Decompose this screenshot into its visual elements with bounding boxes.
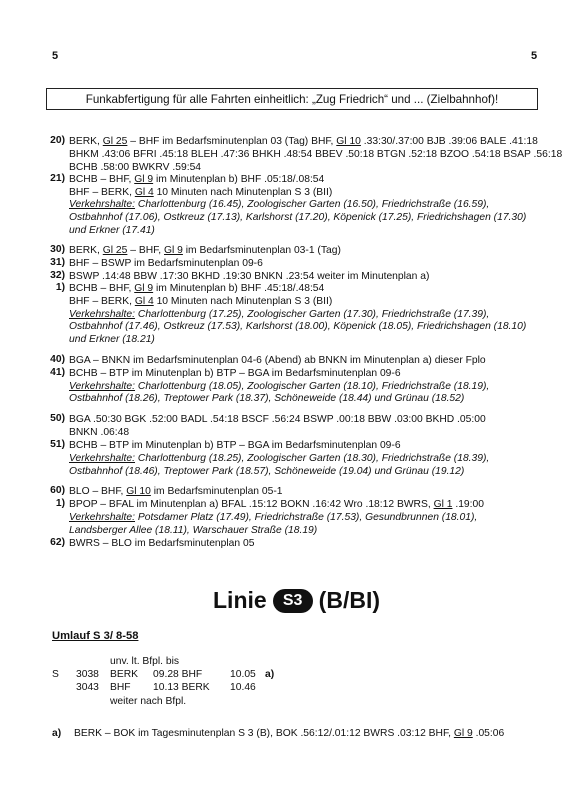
line-title-prefix: Linie [213, 587, 267, 613]
track-reference: Gl 9 [134, 174, 154, 185]
text-segment: – BHF im Bedarfsminutenplan 03 (Tag) BHF, [127, 136, 337, 147]
text-segment: BERK, [69, 245, 103, 256]
entry-number: 50) [50, 413, 65, 424]
entry-line [69, 148, 562, 161]
text-segment: im Minutenplan b) BHF .45:18/.48:54 [153, 283, 325, 294]
text-segment: BCHB – BHF, [69, 283, 135, 294]
text-segment: Ostbahnhof (18.46), Treptower Park (18.57), Schöneweide (19.04) und Grünau (19.12) [69, 466, 465, 477]
track-reference: Gl 10 [336, 136, 361, 147]
arrival-time: 10.05 [230, 669, 256, 680]
from-station: BERK [110, 669, 139, 680]
entry-line [69, 135, 538, 148]
track-reference: Verkehrshalte: [69, 453, 136, 464]
schedule-header: unv. lt. Bfpl. bis [110, 656, 180, 667]
entry-number: 32) [50, 270, 65, 281]
entry-line [69, 498, 484, 511]
text-segment: im Bedarfsminutenplan 05-1 [150, 486, 283, 497]
entry-number: 31) [50, 257, 65, 268]
s3-line-badge-icon: S3 [273, 589, 313, 613]
text-segment: und Erkner (18.21) [69, 334, 155, 345]
track-reference: Gl 25 [102, 245, 128, 256]
train-number: 3043 [76, 682, 99, 693]
text-segment: Landsberger Allee (18.11), Warschauer Straße (18.19) [69, 525, 318, 536]
text-segment: und Erkner (17.41) [69, 225, 155, 236]
entry-number: 62) [50, 537, 65, 548]
text-segment: .19:00 [452, 499, 484, 510]
text-segment: BGA – BNKN im Bedarfsminutenplan 04-6 (Abend) ab BNKN im Minutenplan a) dieser Fplo [69, 355, 486, 366]
track-reference: Gl 4 [134, 187, 154, 198]
track-reference: Verkehrshalte: [69, 199, 136, 210]
entry-line [69, 211, 526, 224]
page-number-right: 5 [531, 50, 538, 62]
text-segment: Ostbahnhof (18.26), Treptower Park (18.37), Schöneweide (18.44) und Grünau (18.52) [69, 393, 465, 404]
entry-line [69, 224, 155, 237]
entry-number: 41) [50, 367, 65, 378]
track-reference: Verkehrshalte: [69, 309, 136, 320]
text-segment: BCHB – BTP im Minutenplan b) BTP – BGA im Bedarfsminutenplan 09-6 [69, 440, 401, 451]
entry-line [69, 485, 283, 498]
text-segment: Ostbahnhof (17.46), Ostkreuz (17.53), Karlshorst (18.00), Köpenick (18.05), Friedrichshagen (18.10) [69, 321, 527, 332]
text-segment: BLO – BHF, [69, 486, 127, 497]
text-segment: Ostbahnhof (17.06), Ostkreuz (17.13), Karlshorst (17.20), Köpenick (17.25), Friedrichshagen (17.30) [69, 212, 527, 223]
track-reference: Gl 1 [433, 499, 453, 510]
entry-line [69, 333, 155, 346]
text-segment: – BHF, [127, 245, 165, 256]
text-segment: im Bedarfsminutenplan 03-1 (Tag) [182, 245, 341, 256]
entry-line [69, 295, 332, 308]
text-segment: BWRS – BLO im Bedarfsminutenplan 05 [69, 538, 255, 549]
entry-number: 60) [50, 485, 65, 496]
entry-line [69, 465, 464, 478]
line-title-suffix: (B/BI) [318, 587, 380, 613]
schedule-note: a) [265, 669, 275, 680]
entry-number: 20) [50, 135, 65, 146]
page-number-left: 5 [52, 50, 59, 62]
text-segment: Potsdamer Platz (17.49), Friedrichstraße (17.53), Gesundbrunnen (18.01), [135, 512, 478, 523]
text-segment: 10 Minuten nach Minutenplan S 3 (BII) [153, 187, 333, 198]
text-segment: BPOP – BFAL im Minutenplan a) BFAL .15:12 BOKN .16:42 Wro .18:12 BWRS, [69, 499, 434, 510]
text-segment: Charlottenburg (17.25), Zoologischer Garten (17.30), Friedrichstraße (17.39), [135, 309, 490, 320]
entry-number: 40) [50, 354, 65, 365]
text-segment: BHKM .43:06 BFRI .45:18 BLEH .47:36 BHKH .48:54 BBEV .50:18 BTGN .52:18 BZOO .54:18 BSAP .56:18 [69, 149, 563, 160]
entry-number: 1) [55, 498, 65, 509]
text-segment: BCHB .58:00 BWKRV .59:54 [69, 162, 202, 173]
entry-line [69, 524, 317, 537]
schedule-footer: weiter nach Bfpl. [110, 696, 187, 707]
footnote-label: a) [52, 728, 62, 739]
footnote-text [74, 728, 504, 739]
train-number: 3038 [76, 669, 99, 680]
radio-instruction-banner: Funkabfertigung für alle Fahrten einheitlich: „Zug Friedrich“ und ... (Zielbahnhof)! [46, 88, 538, 110]
track-reference: Gl 9 [453, 728, 473, 739]
text-segment: BHF – BSWP im Bedarfsminutenplan 09-6 [69, 258, 263, 269]
track-reference: Gl 9 [134, 283, 154, 294]
entry-number: 30) [50, 244, 65, 255]
entry-number: 21) [50, 173, 65, 184]
entry-line [69, 452, 489, 465]
entry-line [69, 426, 129, 439]
entry-line [69, 244, 341, 257]
text-segment: BHF – BERK, [69, 187, 135, 198]
track-reference: Gl 25 [102, 136, 128, 147]
text-segment: .05:06 [472, 728, 505, 739]
entry-line [69, 282, 324, 295]
entry-line [69, 392, 464, 405]
text-segment: .33:30/.37:00 BJB .39:06 BALE .41:18 [360, 136, 538, 147]
text-segment: BCHB – BTP im Minutenplan b) BTP – BGA im Bedarfsminutenplan 09-6 [69, 368, 401, 379]
entry-line [69, 537, 254, 550]
arrival-time: 10.46 [230, 682, 256, 693]
from-station: BHF [110, 682, 131, 693]
text-segment: BERK – BOK im Tagesminutenplan S 3 (B), BOK .56:12/.01:12 BWRS .03:12 BHF, [74, 728, 454, 739]
entry-number: 51) [50, 439, 65, 450]
text-segment: 10 Minuten nach Minutenplan S 3 (BII) [153, 296, 333, 307]
entry-line [69, 173, 324, 186]
umlauf-heading: Umlauf S 3/ 8-58 [52, 630, 139, 642]
entry-line [69, 439, 401, 452]
track-reference: Verkehrshalte: [69, 512, 136, 523]
text-segment: BCHB – BHF, [69, 174, 135, 185]
text-segment: BERK, [69, 136, 103, 147]
text-segment: Charlottenburg (18.05), Zoologischer Garten (18.10), Friedrichstraße (18.19), [135, 381, 490, 392]
entry-line [69, 354, 486, 367]
departure-arrival: 09.28 BHF [153, 669, 203, 680]
track-reference: Verkehrshalte: [69, 381, 136, 392]
entry-number: 1) [55, 282, 65, 293]
entry-line [69, 511, 477, 524]
text-segment: BNKN .06:48 [69, 427, 130, 438]
entry-line [69, 257, 263, 270]
entry-line [69, 198, 489, 211]
entry-line [69, 320, 526, 333]
line-title [213, 587, 380, 614]
departure-arrival: 10.13 BERK [153, 682, 210, 693]
text-segment: Charlottenburg (18.25), Zoologischer Garten (18.30), Friedrichstraße (18.39), [135, 453, 490, 464]
track-reference: Gl 4 [134, 296, 154, 307]
entry-line [69, 367, 401, 380]
text-segment: BHF – BERK, [69, 296, 135, 307]
schedule-prefix: S [52, 669, 59, 680]
track-reference: Gl 9 [164, 245, 183, 256]
text-segment: Charlottenburg (16.45), Zoologischer Garten (16.50), Friedrichstraße (16.59), [135, 199, 490, 210]
entry-line [69, 413, 486, 426]
text-segment: BGA .50:30 BGK .52:00 BADL .54:18 BSCF .56:24 BSWP .00:18 BBW .03:00 BKHD .05:00 [69, 414, 486, 425]
text-segment: BSWP .14:48 BBW .17:30 BKHD .19:30 BNKN .23:54 weiter im Minutenplan a) [69, 271, 430, 282]
text-segment: im Minutenplan b) BHF .05:18/.08:54 [153, 174, 325, 185]
track-reference: Gl 10 [126, 486, 151, 497]
